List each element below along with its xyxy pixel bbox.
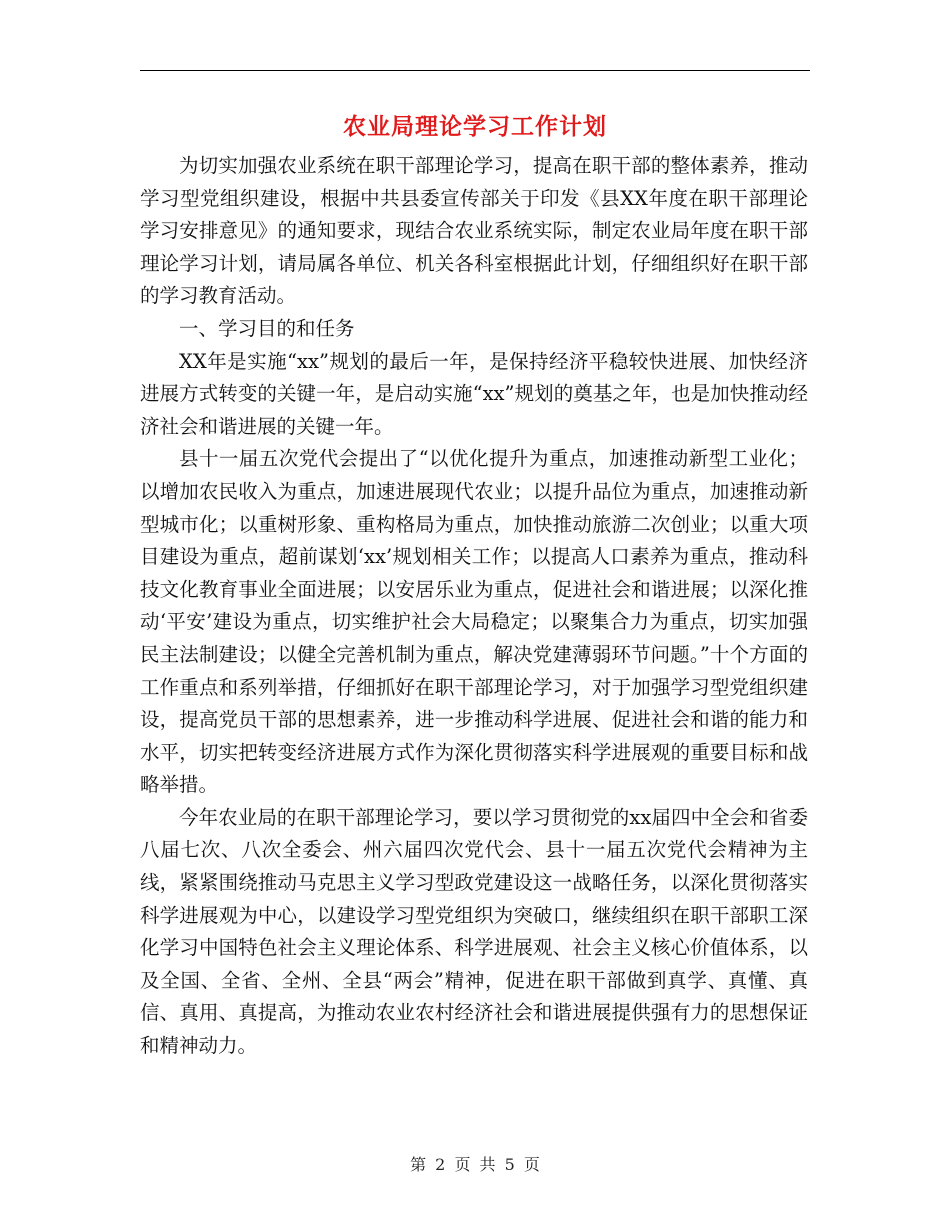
page-number: 第 2 页 共 5 页 [410, 1155, 540, 1174]
paragraph-study: 今年农业局的在职干部理论学习，要以学习贯彻党的xx届四中全会和省委八届七次、八次全委会、州六届四次党代会、县十一届五次党代会精神为主线，紧紧围绕推动马克思主义学习型政党建设这一战略任务，以深化贯彻落实科学进展观为中心，以建设学习型党组织为突破口，继续组织在职干部职工深化学习中国特色社会主义理论体系、科学进展观、社会主义核心价值体系，以及全国、全省、全州、全县“两会”精神，促进在职干部做到真学、真懂、真信、真用、真提高，为推动农业农村经济社会和谐进展提供强有力的思想保证和精神动力。 [140, 805, 808, 1058]
paragraph-intro: 为切实加强农业系统在职干部理论学习，提高在职干部的整体素养，推动学习型党组织建设，根据中共县委宣传部关于印发《县XX年度在职干部理论学习安排意见》的通知要求，现结合农业系统实际，制定农业局年度在职干部理论学习计划，请局属各单位、机关各科室根据此计划，仔细组织好在职干部的学习教育活动。 [140, 154, 808, 308]
section-heading: 一、学习目的和任务 [179, 316, 355, 340]
document-title: 农业局理论学习工作计划 [343, 114, 607, 140]
paragraph-year: XX年是实施“xx”规划的最后一年，是保持经济平稳较快进展、加快经济进展方式转变的关键一年，是启动实施“xx”规划的奠基之年，也是加快推动经济社会和谐进展的关键一年。 [140, 349, 808, 438]
header-rule [140, 70, 810, 71]
paragraph-congress: 县十一届五次党代会提出了“以优化提升为重点，加速推动新型工业化；以增加农民收入为重点，加速进展现代农业；以提升品位为重点，加速推动新型城市化；以重树形象、重构格局为重点，加快推动旅游二次创业；以重大项目建设为重点，超前谋划‘xx’规划相关工作；以提高人口素养为重点，推动科技文化教育事业全面进展；以安居乐业为重点，促进社会和谐进展；以深化推动‘平安’建设为重点，切实维护社会大局稳定；以聚集合力为重点，切实加强民主法制建设；以健全完善机制为重点，解决党建薄弱环节问题。”十个方面的工作重点和系列举措，仔细抓好在职干部理论学习，对于加强学习型党组织建设，提高党员干部的思想素养，进一步推动科学进展、促进社会和谐的能力和水平，切实把转变经济进展方式作为深化贯彻落实科学进展观的重要目标和战略举措。 [140, 447, 808, 797]
document-body [140, 150, 808, 1063]
